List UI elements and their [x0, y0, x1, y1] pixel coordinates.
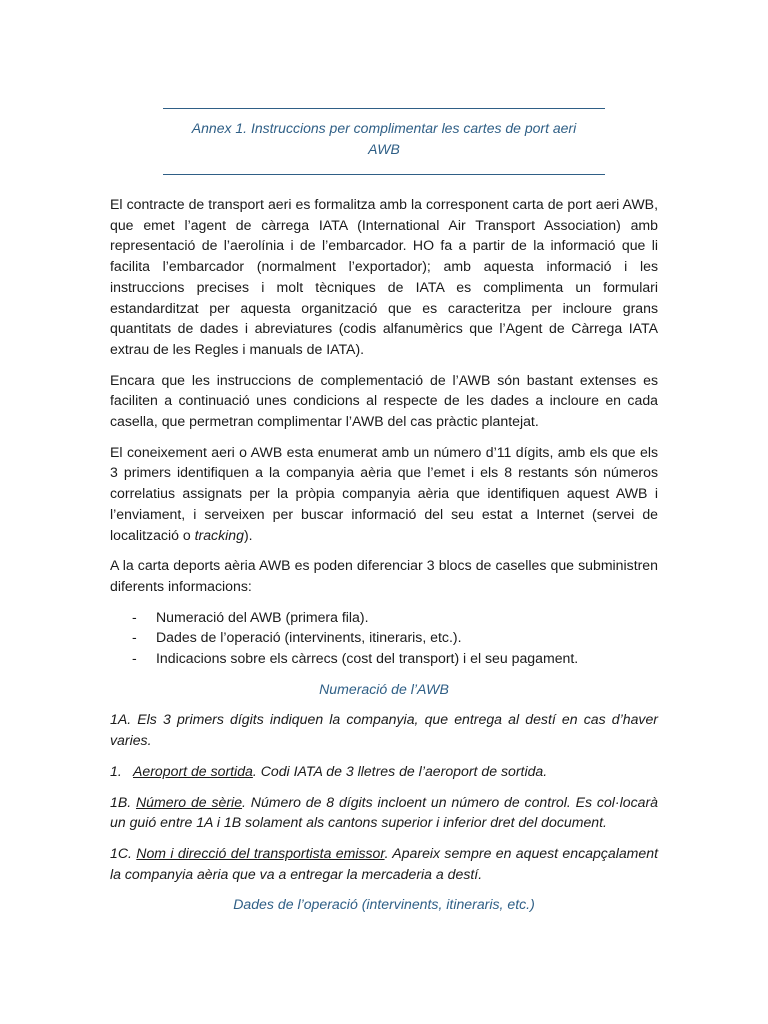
list-bullet: -	[132, 650, 137, 667]
title-top-rule	[163, 108, 605, 109]
item-1b-term: Número de sèrie	[136, 793, 243, 810]
item-1	[110, 761, 658, 782]
awb-number-text: El coneixement aeri o AWB esta enumerat amb un número d’11 dígits, amb els que els 3 primers identifiquen a la companyia aèria que l’emet i els 8 restants són números correlatius assignats per la pròpia companyia aèria que identifiquen aquest AWB i l’enviament, i serveixen per buscar informació del seu estat a Internet (servei de localització o	[110, 443, 658, 543]
list-item-text: Indicacions sobre els càrrecs (cost del transport) i el seu pagament.	[156, 650, 579, 667]
list-item-text: Dades de l’operació (intervinents, itineraris, etc.).	[156, 629, 462, 646]
document-body	[110, 194, 658, 925]
item-1c-number: 1C.	[110, 844, 132, 861]
paragraph-blocks: A la carta deports aèria AWB es poden diferenciar 3 blocs de caselles que subministren diferents informacions:	[110, 557, 658, 594]
annex-title-line2: AWB	[368, 141, 400, 157]
tracking-term: tracking	[194, 526, 244, 543]
blocks-list	[110, 607, 658, 669]
section-heading-numeracio: Numeració de l’AWB	[319, 680, 449, 697]
paragraph-instructions: Encara que les instruccions de complementació de l’AWB són bastant extenses es faciliten a continuació unes condicions al respecte de les dades a incloure en cada casella, que permetran complimentar l’AWB del cas pràctic plantejat.	[110, 371, 658, 430]
item-1b-number: 1B.	[110, 793, 132, 810]
list-bullet: -	[132, 608, 137, 625]
item-1b	[110, 792, 658, 833]
item-1-number: 1.	[110, 762, 122, 779]
item-1a: 1A. Els 3 primers dígits indiquen la companyia, que entrega al destí en cas d’haver varies.	[110, 711, 658, 749]
annex-title-line1: Annex 1. Instruccions per complimentar les cartes de port aeri	[191, 120, 577, 136]
section-heading-dades: Dades de l’operació (intervinents, itineraris, etc.)	[233, 896, 535, 913]
list-item-text: Numeració del AWB (primera fila).	[156, 608, 369, 625]
paragraph-intro: El contracte de transport aeri es formalitza amb la corresponent carta de port aeri AWB, que emet l’agent de càrrega IATA (International Air Transport Association) amb representació de l’aerolínia i de l’embarcador. HO fa a partir de la informació que li facilita l’embarcador (normalment l’exportador); amb aquesta informació i les instruccions precises i molt tècniques de IATA es complimenta un formulari estandarditzat per aquesta organització que es caracteritza per incloure grans quantitats de dades i abreviatures (codis alfanumèrics que l’Agent de Càrrega IATA extrau de les Regles i manuals de IATA).	[110, 196, 658, 357]
list-item	[110, 627, 658, 648]
annex-title	[163, 118, 605, 160]
list-item	[110, 607, 658, 628]
title-bottom-rule	[163, 174, 605, 175]
list-bullet: -	[132, 629, 137, 646]
item-1c	[110, 843, 658, 884]
awb-number-end: ).	[243, 526, 253, 543]
paragraph-awb-number	[110, 442, 658, 546]
item-1-term: Aeroport de sortida	[133, 762, 253, 779]
item-1c-term: Nom i direcció del transportista emissor	[136, 844, 385, 861]
item-1c-text: . Apareix sempre en aquest encapçalament la companyia aèria que va a entregar la mercaderia a destí.	[110, 844, 658, 882]
item-1b-text: . Número de 8 dígits incloent un número de control. Es col·locarà un guió entre 1A i 1B solament als cantons superior i inferior dret del document.	[110, 793, 658, 831]
item-1-text: . Codi IATA de 3 lletres de l’aeroport de sortida.	[252, 762, 548, 779]
list-item	[110, 648, 658, 669]
